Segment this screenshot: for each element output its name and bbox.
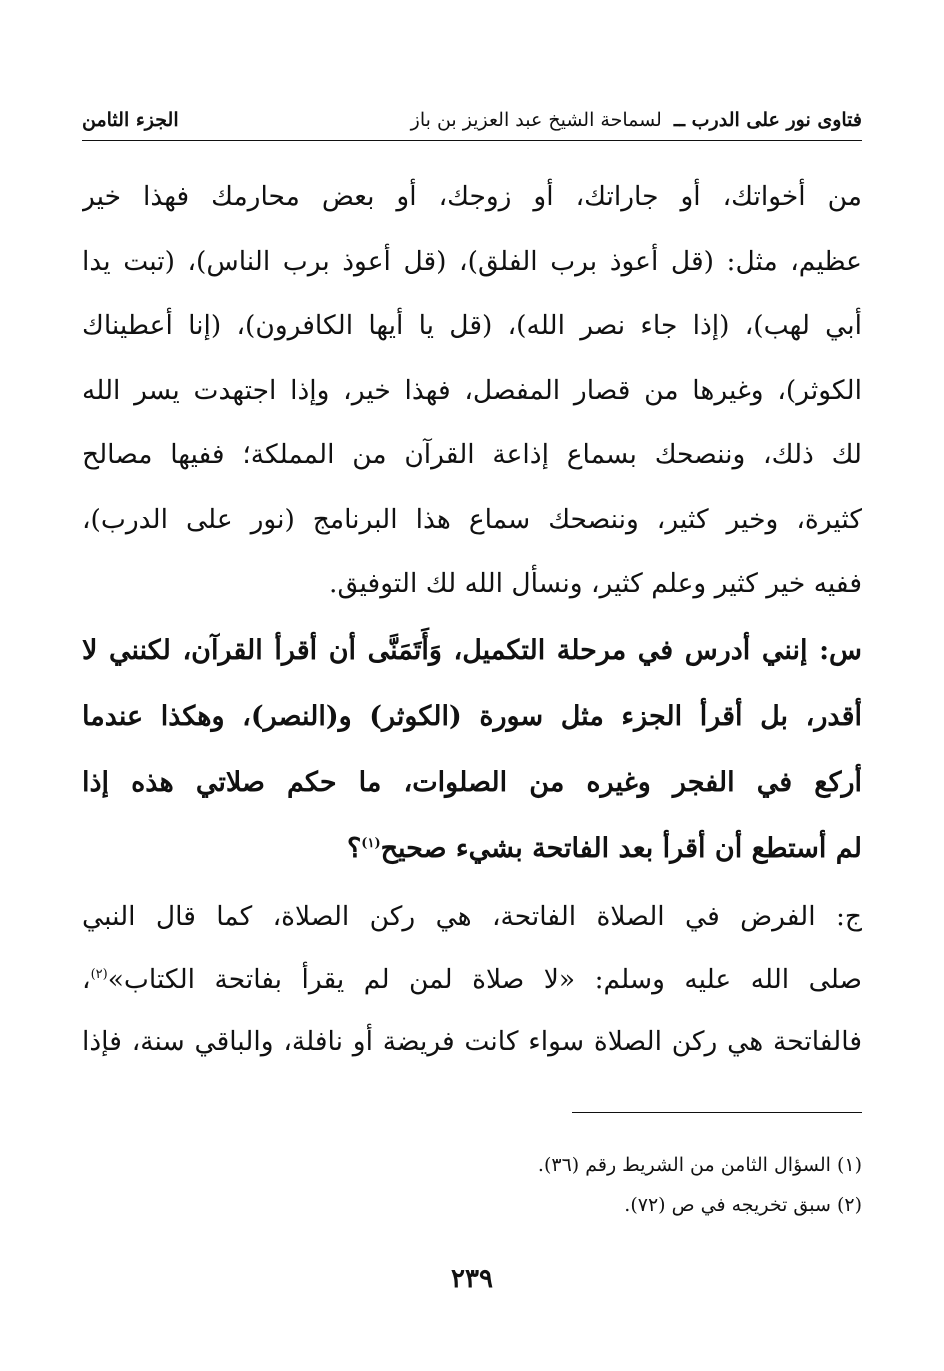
footnote-marker-2: (٢): [90, 966, 108, 982]
answer-two-line-1: ج: الفرض في الصلاة الفاتحة، هي ركن الصلاة، كما قال النبي: [82, 901, 862, 932]
page-number: ٢٣٩: [451, 1264, 493, 1294]
question-line-4: [82, 816, 862, 882]
answer-two-line-2-text: صلى الله عليه وسلم: «لا صلاة لمن لم يقرأ بفاتحة الكتاب»: [107, 963, 862, 995]
question-line-4-text: لم أستطع أن أقرأ بعد الفاتحة بشيء صحيح: [380, 833, 862, 864]
footnote-separator: [572, 1112, 862, 1113]
header-author: لسماحة الشيخ عبد العزيز بن باز: [410, 109, 662, 131]
answer-paragraph: [82, 886, 862, 1074]
question-line-2: أقدر، بل أقرأ الجزء مثل سورة (الكوثر) و(النصر)، وهكذا عندما: [82, 701, 862, 732]
answer-one-line-2: عظيم، مثل: (قل أعوذ برب الفلق)، (قل أعوذ برب الناس)، (تبت يدا: [82, 245, 862, 277]
answer-two-line-2: [82, 949, 862, 1012]
answer-two-line-2-end: ،: [82, 963, 91, 995]
footnote-1: (١) السؤال الثامن من الشريط رقم (٣٦).: [537, 1154, 862, 1176]
question-paragraph: [82, 618, 862, 882]
question-line-3: أركع في الفجر وغيره من الصلوات، ما حكم صلاتي هذه إذا: [82, 767, 862, 798]
footnote-marker-1: (١): [361, 836, 381, 851]
question-mark: ؟: [346, 833, 362, 864]
footnotes: [82, 1145, 862, 1225]
question-line-1: س: إنني أدرس في مرحلة التكميل، وَأَتَمَنَّى أن أقرأ القرآن، لكنني لا: [82, 635, 862, 666]
answer-paragraph-continued: [82, 165, 862, 617]
header-book-title: فتاوى نور على الدرب ــ: [673, 109, 862, 131]
footnote-2: (٢) سبق تخريجه في ص (٧٢).: [624, 1194, 862, 1216]
running-header: [82, 100, 862, 141]
header-book-author: [411, 109, 862, 131]
answer-one-line-6: كثيرة، وخير كثير، وننصحك سماع هذا البرنامج (نور على الدرب)،: [82, 503, 862, 535]
answer-one-line-5: لك ذلك، وننصحك بسماع إذاعة القرآن من المملكة؛ ففيها مصالح: [82, 439, 862, 470]
answer-two-line-3: فالفاتحة هي ركن الصلاة سواء كانت فريضة أو نافلة، والباقي سنة، فإذا: [82, 1026, 862, 1057]
answer-one-line-7: ففيه خير كثير وعلم كثير، ونسأل الله لك التوفيق.: [329, 568, 862, 599]
header-volume: الجزء الثامن: [82, 109, 179, 131]
answer-one-line-1: من أخواتك، أو جاراتك، أو زوجك، أو بعض محارمك فهذا خير: [82, 181, 862, 212]
answer-one-line-4: الكوثر)، وغيرها من قصار المفصل، فهذا خير، وإذا اجتهدت يسر الله: [82, 374, 862, 406]
answer-one-line-3: أبي لهب)، (إذا جاء نصر الله)، (قل يا أيها الكافرون)، (إنا أعطيناك: [82, 310, 862, 341]
